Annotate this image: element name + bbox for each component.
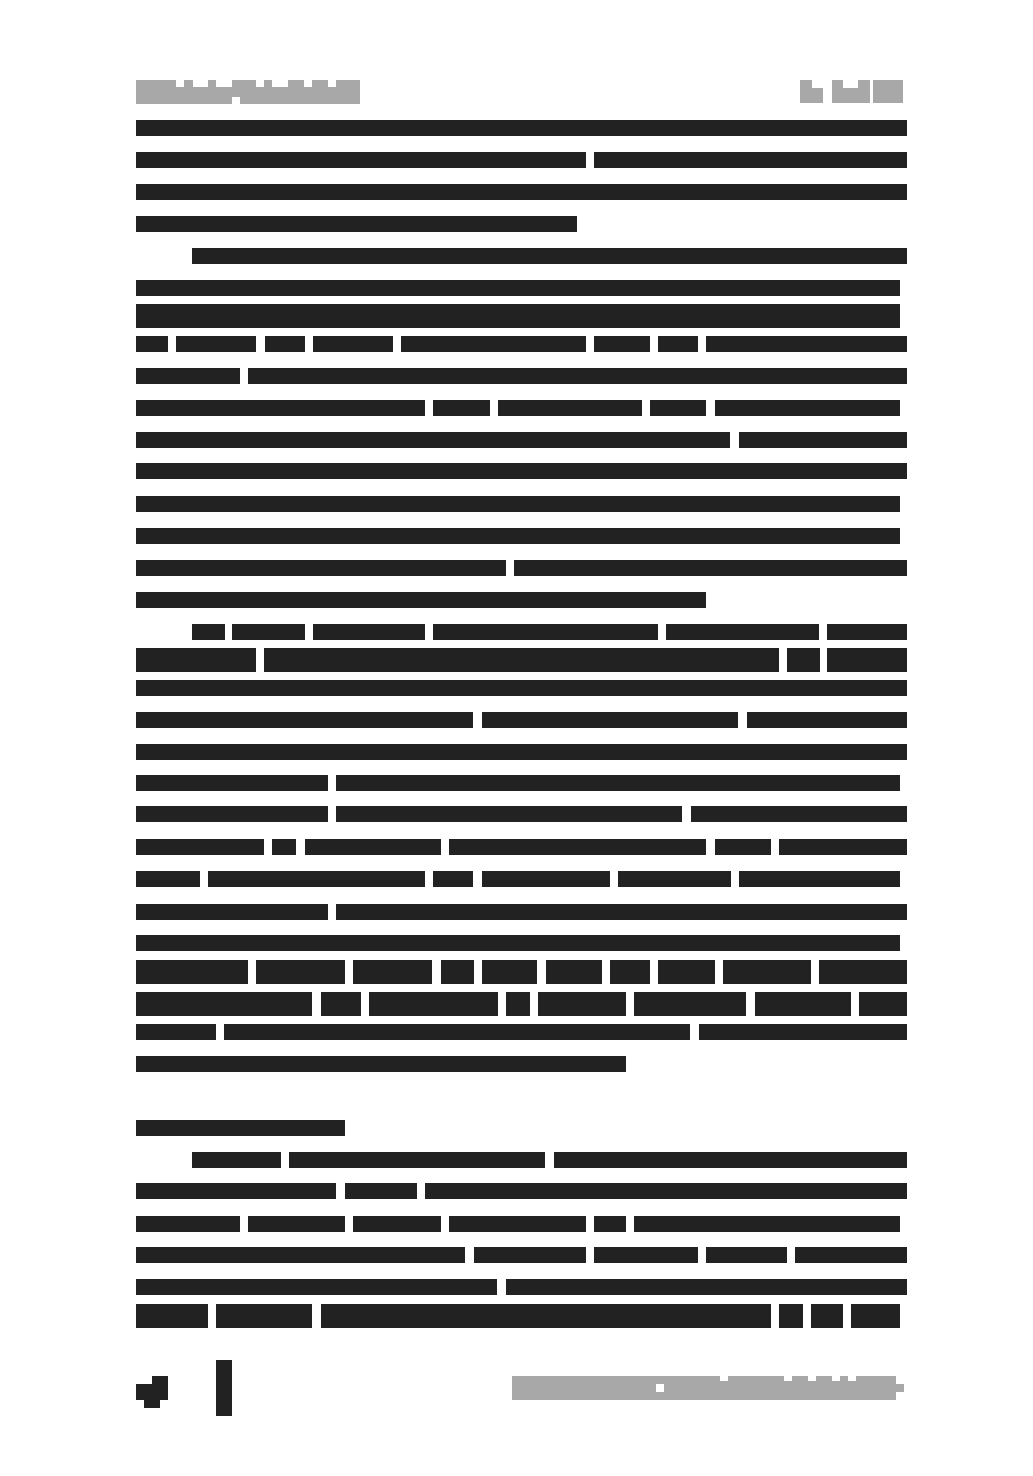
obscured-word xyxy=(851,1304,900,1328)
text-line xyxy=(0,1152,1033,1168)
text-line xyxy=(0,1247,1033,1263)
obscured-word xyxy=(192,1152,281,1168)
obscured-word xyxy=(819,960,907,984)
text-line xyxy=(0,496,1033,512)
text-line xyxy=(0,592,1033,608)
mosaic-gap xyxy=(193,80,208,87)
obscured-word xyxy=(594,152,907,168)
text-line xyxy=(0,904,1033,920)
obscured-word xyxy=(658,336,698,352)
mosaic-gap xyxy=(832,1376,840,1381)
mosaic-gap xyxy=(304,80,312,87)
obscured-word xyxy=(136,304,900,328)
text-line xyxy=(0,1024,1033,1040)
obscured-word xyxy=(136,592,706,608)
obscured-word xyxy=(345,1183,417,1199)
mosaic-gap xyxy=(176,80,184,87)
obscured-word xyxy=(136,1024,216,1040)
obscured-word xyxy=(650,400,706,416)
page-range xyxy=(873,80,903,103)
text-line xyxy=(0,336,1033,352)
obscured-word xyxy=(136,560,506,576)
obscured-word xyxy=(336,775,900,791)
obscured-word xyxy=(136,1183,336,1199)
text-line xyxy=(0,432,1033,448)
obscured-word xyxy=(136,152,586,168)
text-line xyxy=(0,775,1033,791)
obscured-word xyxy=(739,432,907,448)
text-line xyxy=(0,744,1033,760)
text-line xyxy=(0,248,1033,264)
obscured-word xyxy=(353,960,432,984)
text-line xyxy=(0,368,1033,384)
obscured-word xyxy=(538,992,626,1016)
obscured-word xyxy=(706,1247,787,1263)
obscured-word xyxy=(634,1216,900,1232)
obscured-word xyxy=(634,992,746,1016)
obscured-word xyxy=(691,806,907,822)
obscured-word xyxy=(666,624,819,640)
mosaic-gap xyxy=(720,1376,728,1381)
obscured-word xyxy=(176,336,256,352)
obscured-word xyxy=(755,992,851,1016)
obscured-word xyxy=(136,806,328,822)
obscured-word xyxy=(811,1304,843,1328)
text-line xyxy=(0,935,1033,951)
obscured-word xyxy=(289,1152,545,1168)
mosaic-gap xyxy=(256,80,264,87)
text-line xyxy=(0,528,1033,544)
text-line xyxy=(0,463,1033,479)
mosaic-gap xyxy=(272,80,288,87)
text-line xyxy=(0,839,1033,855)
obscured-word xyxy=(715,400,900,416)
obscured-word xyxy=(401,336,586,352)
mosaic-gap xyxy=(808,1376,816,1381)
obscured-word xyxy=(208,871,425,887)
page-number xyxy=(152,1376,168,1384)
obscured-word xyxy=(136,1304,208,1328)
obscured-word xyxy=(224,1024,690,1040)
journal-info-tail xyxy=(896,1384,904,1392)
obscured-word xyxy=(747,712,907,728)
obscured-word xyxy=(787,648,820,672)
text-line xyxy=(0,1056,1033,1072)
obscured-word xyxy=(779,1304,803,1328)
obscured-word xyxy=(482,960,537,984)
text-line xyxy=(0,400,1033,416)
mosaic-gap xyxy=(216,80,232,87)
obscured-word xyxy=(699,1024,907,1040)
obscured-word xyxy=(610,960,650,984)
obscured-word xyxy=(546,960,602,984)
obscured-word xyxy=(594,1247,698,1263)
obscured-word xyxy=(136,680,907,696)
text-line xyxy=(0,806,1033,822)
obscured-word xyxy=(136,1279,497,1295)
text-line xyxy=(0,1279,1033,1295)
obscured-word xyxy=(514,560,907,576)
text-line xyxy=(0,1304,1033,1328)
obscured-word xyxy=(248,1216,345,1232)
text-line xyxy=(0,648,1033,672)
obscured-word xyxy=(136,463,907,479)
obscured-word xyxy=(136,935,900,951)
footer-divider xyxy=(216,1360,232,1416)
obscured-word xyxy=(498,400,642,416)
obscured-word xyxy=(482,871,610,887)
page-number xyxy=(144,1400,160,1408)
obscured-word xyxy=(136,336,168,352)
mosaic-gap xyxy=(784,1376,792,1381)
obscured-word xyxy=(256,960,345,984)
obscured-word xyxy=(441,960,474,984)
obscured-word xyxy=(136,992,312,1016)
obscured-word xyxy=(136,1216,240,1232)
obscured-word xyxy=(715,839,771,855)
obscured-word xyxy=(449,839,706,855)
obscured-word xyxy=(594,1216,626,1232)
obscured-word xyxy=(136,368,240,384)
obscured-word xyxy=(859,992,907,1016)
obscured-word xyxy=(136,528,900,544)
obscured-word xyxy=(779,839,907,855)
mosaic-gap xyxy=(232,97,240,104)
text-line xyxy=(0,1216,1033,1232)
obscured-word xyxy=(313,624,425,640)
obscured-word xyxy=(136,184,907,200)
text-line xyxy=(0,280,1033,296)
obscured-word xyxy=(305,839,441,855)
obscured-word xyxy=(136,496,900,512)
journal-title xyxy=(136,80,360,104)
obscured-word xyxy=(353,1216,441,1232)
mosaic-gap xyxy=(656,1384,664,1392)
obscured-word xyxy=(136,775,328,791)
obscured-word xyxy=(706,336,907,352)
obscured-word xyxy=(369,992,498,1016)
obscured-word xyxy=(433,871,473,887)
mosaic-gap xyxy=(848,1376,856,1381)
text-line xyxy=(0,1120,1033,1136)
mosaic-gap xyxy=(812,80,823,88)
obscured-word xyxy=(136,648,256,672)
mosaic-gap xyxy=(843,80,858,88)
obscured-word xyxy=(425,1183,907,1199)
obscured-word xyxy=(265,336,305,352)
text-line xyxy=(0,184,1033,200)
text-line xyxy=(0,871,1033,887)
text-line xyxy=(0,992,1033,1016)
obscured-word xyxy=(827,624,907,640)
obscured-word xyxy=(795,1247,907,1263)
mosaic-gap xyxy=(328,80,336,87)
text-line xyxy=(0,216,1033,232)
obscured-word xyxy=(482,712,738,728)
obscured-word xyxy=(313,336,393,352)
obscured-word xyxy=(554,1152,907,1168)
obscured-word xyxy=(192,248,907,264)
obscured-word xyxy=(506,1279,907,1295)
page-number xyxy=(136,1384,168,1400)
text-line xyxy=(0,960,1033,984)
text-line xyxy=(0,152,1033,168)
obscured-word xyxy=(136,120,907,136)
obscured-word xyxy=(136,960,248,984)
obscured-word xyxy=(232,624,305,640)
text-line xyxy=(0,560,1033,576)
obscured-word xyxy=(618,871,731,887)
obscured-word xyxy=(433,400,490,416)
text-line xyxy=(0,680,1033,696)
obscured-word xyxy=(321,992,361,1016)
obscured-word xyxy=(506,992,530,1016)
obscured-word xyxy=(136,904,328,920)
obscured-word xyxy=(739,871,900,887)
text-line xyxy=(0,304,1033,328)
obscured-word xyxy=(136,839,264,855)
obscured-word xyxy=(136,280,900,296)
obscured-word xyxy=(136,712,473,728)
obscured-word xyxy=(336,806,682,822)
obscured-word xyxy=(248,368,907,384)
obscured-word xyxy=(136,216,577,232)
obscured-word xyxy=(321,1304,771,1328)
obscured-word xyxy=(192,624,225,640)
obscured-word xyxy=(827,648,907,672)
obscured-word xyxy=(136,1056,626,1072)
text-line xyxy=(0,624,1033,640)
obscured-word xyxy=(658,960,715,984)
obscured-word xyxy=(136,871,200,887)
obscured-word xyxy=(272,839,296,855)
obscured-word xyxy=(474,1247,586,1263)
text-line xyxy=(0,1183,1033,1199)
obscured-word xyxy=(723,960,811,984)
obscured-word xyxy=(449,1216,586,1232)
obscured-word xyxy=(136,400,425,416)
obscured-word xyxy=(216,1304,312,1328)
obscured-word xyxy=(136,744,907,760)
obscured-word xyxy=(136,1247,465,1263)
text-line xyxy=(0,712,1033,728)
obscured-word xyxy=(136,1120,345,1136)
text-line xyxy=(0,120,1033,136)
obscured-word xyxy=(264,648,779,672)
obscured-word xyxy=(136,432,730,448)
obscured-word xyxy=(433,624,658,640)
obscured-word xyxy=(594,336,650,352)
obscured-word xyxy=(336,904,907,920)
